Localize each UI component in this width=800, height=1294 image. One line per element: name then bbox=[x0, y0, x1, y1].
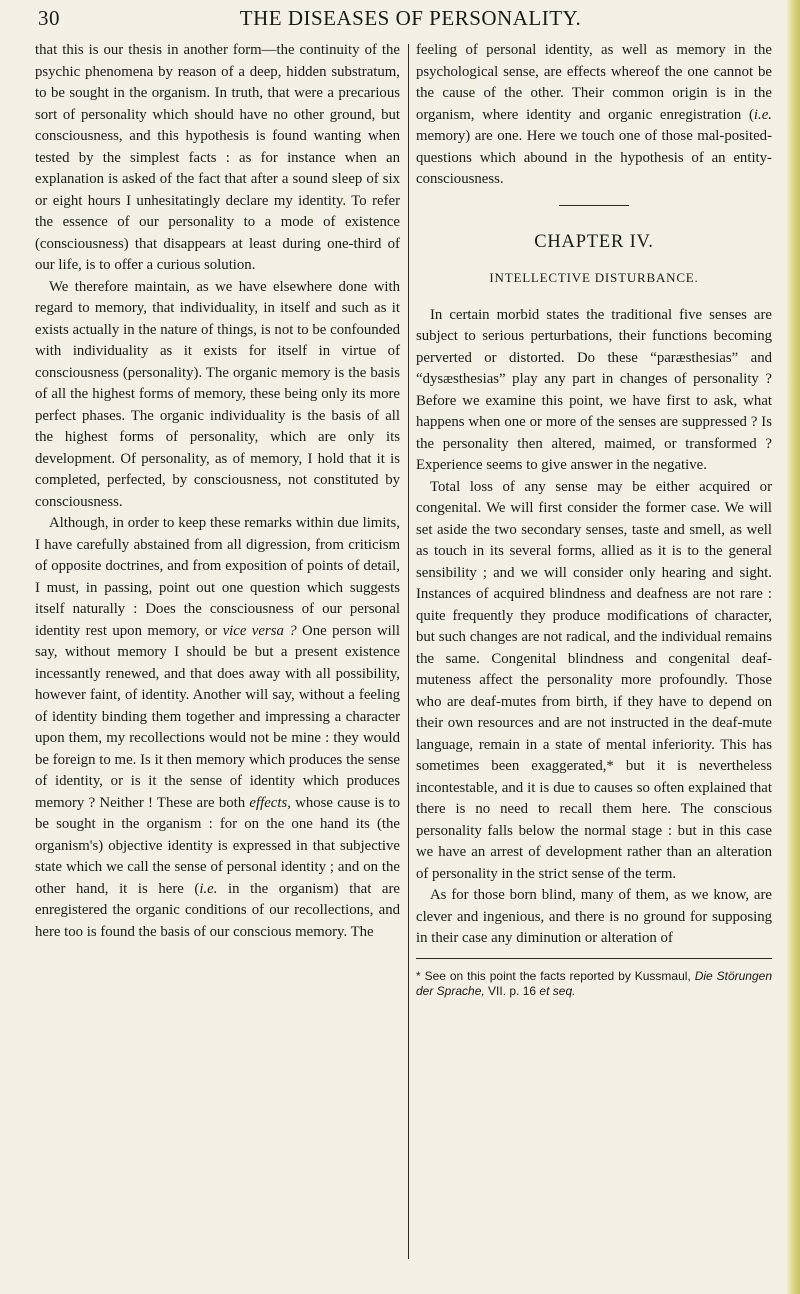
text-run: Although, in order to keep these remarks within due limits, I have carefully abstained from all digression, from criticism of opposite doctrines, and from exposition of points of detail, I must, in passing, point out one question which suggests itself naturally : Does the consciousness of our personal identity rest upon memory, or bbox=[35, 515, 400, 639]
paragraph bbox=[35, 513, 400, 943]
italic-text: et seq. bbox=[539, 984, 576, 998]
text-run: feeling of personal identity, as well as memory in the psychological sense, are effects whereof the one cannot be the cause of the other. Their common origin is in the organism, where identity and organic enregistration ( bbox=[416, 42, 772, 123]
paragraph: We therefore maintain, as we have elsewhere done with regard to memory, that individuality, in itself and such as it exists actually in the nature of things, is not to be confounded with individuality as it exists for itself in virtue of consciousness (personality). The organic memory is the basis of all the highest forms of memory, these being only its more perfect phases. The organic individuality is the basis of all the highest forms of personality, which are only its development. Of personality, as of memory, I hold that it is completed, perfected, by consciousness, not constituted by consciousness. bbox=[35, 278, 400, 510]
text-run: One person will say, without memory I should be but a present existence incessantly renewed, and that does away with all possibility, however faint, of identity. Another will say, without a feeling of identity binding them together and impressing a character upon them, my recollections would not be mine : they would be foreign to me. Is it then memory which produces the sense of identity, or is it the sense of identity which produces memory ? Neither ! These are both bbox=[35, 622, 400, 811]
page-edge bbox=[786, 0, 800, 1294]
section-rule bbox=[559, 205, 629, 206]
footnote bbox=[416, 969, 772, 999]
paragraph: As for those born blind, many of them, as we know, are clever and ingenious, and there is no ground for supposing in their case any diminution or alteration of bbox=[416, 887, 772, 946]
chapter-subtitle: INTELLECTIVE DISTURBANCE. bbox=[489, 270, 699, 285]
italic-text: effects, bbox=[249, 794, 291, 811]
running-title: THE DISEASES OF PERSONALITY. bbox=[239, 6, 582, 30]
text-run: memory) are one. Here we touch one of those mal-posited-questions which abound in the hypothesis of an entity-consciousness. bbox=[416, 128, 772, 187]
italic-text: i.e. bbox=[199, 880, 218, 897]
column-divider bbox=[408, 44, 409, 1259]
footnote-rule bbox=[416, 958, 772, 960]
page-number: 30 bbox=[38, 6, 60, 30]
italic-text: vice versa ? bbox=[222, 622, 297, 639]
text-run: * See on this point the facts reported by Kussmaul, bbox=[416, 969, 695, 983]
text-run: VII. p. 16 bbox=[484, 984, 540, 998]
text-run: in the organism) that are enregistered the organic conditions of our recollections, and here too is found the basis of our conscious memory. The bbox=[35, 880, 400, 940]
left-column bbox=[35, 40, 400, 943]
italic-text: i.e. bbox=[753, 106, 772, 123]
paragraph: that this is our thesis in another form—the continuity of the psychic phenomena by reason of a deep, hidden substratum, to be sought in the organism. In truth, that were a precarious sort of personality which should have no other ground, but consciousness, and this hypothesis is found wanting when tested by the simplest facts : as for instance when an explanation is asked of the fact that after a sound sleep of six or eight hours I unhesitatingly declare my identity. To refer the essence of our personality to a mode of existence (consciousness) that disappears at least during one-third of our life, is to offer a curious solution. bbox=[35, 42, 400, 273]
paragraph: Total loss of any sense may be either acquired or congenital. We will first consider the former case. We will set aside the two secondary senses, taste and smell, as well as touch in its several forms, allied as it is to the general sensibility ; and we will consider only hearing and sight. Instances of acquired blindness and deafness are not rare : quite frequently they produce modifications of character, but such changes are not radical, and the individual remains the same. Congenital blindness and congenital deaf-muteness affect the personality more profoundly. Those who are deaf-mutes from birth, if they have to depend on their own resources and are not instructed in the deaf-mute language, remain in a state of mental inferiority. This has sometimes been exaggerated,* but it is nevertheless incontestable, and it is due to causes so often explained that there is no need to recall them here. The conscious personality falls below the normal stage : but in this case we have an arrest of development rather than an alteration of personality in the strict sense of the term. bbox=[416, 478, 772, 882]
italic-text: Die Störungen der Sprache, bbox=[416, 969, 772, 998]
right-column bbox=[416, 40, 772, 999]
chapter-title: CHAPTER IV. bbox=[534, 231, 654, 252]
paragraph bbox=[416, 40, 772, 191]
text-run: whose cause is to be sought in the organism : for on the one hand its (the organism's) objective identity is expressed in that subjective state which we call the sense of personal identity ; and on the other hand, it is here ( bbox=[35, 794, 400, 897]
paragraph: In certain morbid states the traditional five senses are subject to serious perturbations, their functions becoming perverted or distorted. Do these “paræsthesias” and “dysæsthesias” play any part in changes of personality ? Before we examine this point, we have first to ask, what happens when one or more of the senses are suppressed ? Is the personality then altered, maimed, or transformed ? Experience seems to give answer in the negative. bbox=[416, 306, 772, 473]
